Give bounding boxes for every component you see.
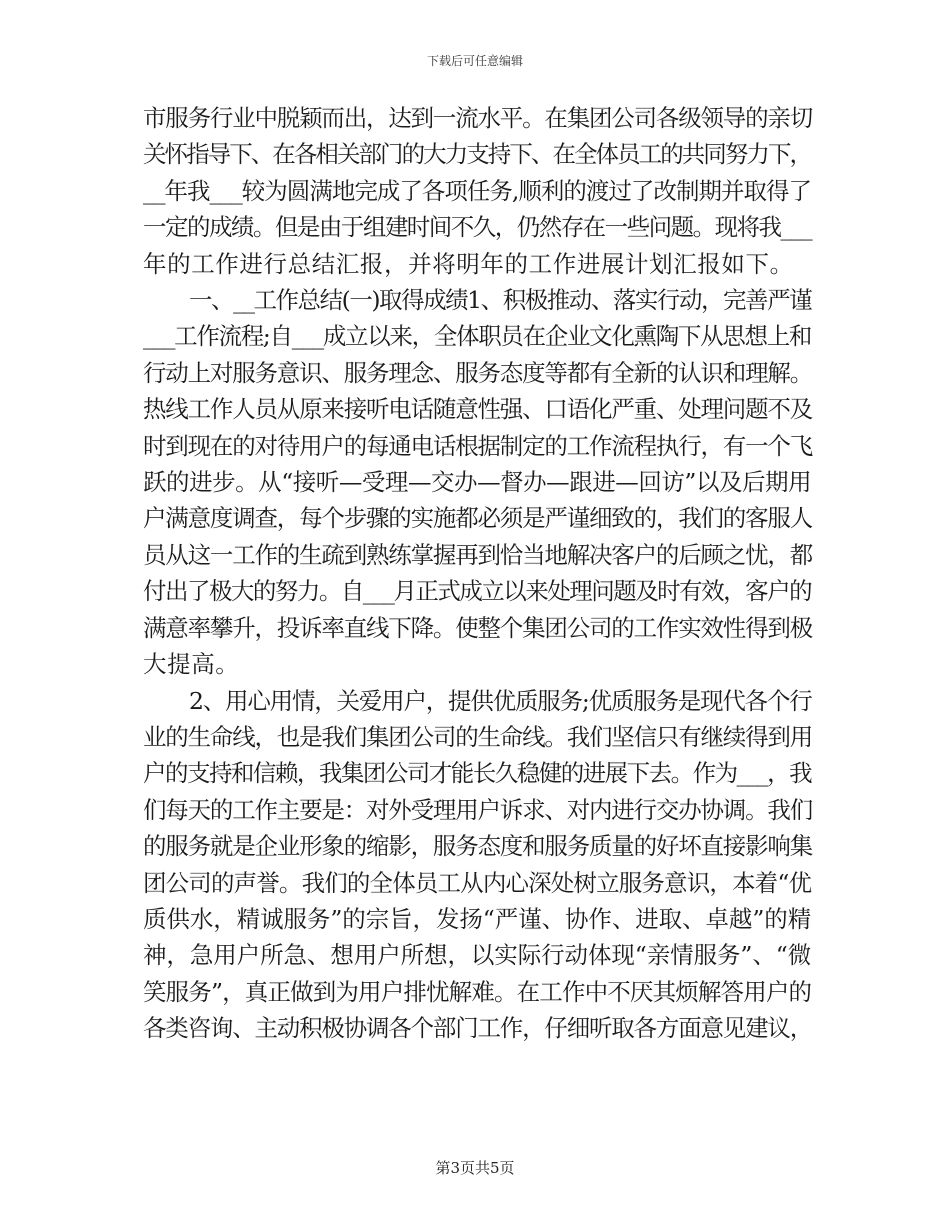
text-line: 行动上对服务意识、服务理念、服务态度等都有全新的认识和理解。 <box>143 358 812 387</box>
text-line: 一、__工作总结(一)取得成绩1、积极推动、落实行动，完善严谨 <box>189 286 811 315</box>
text-line: 们每天的工作主要是：对外受理用户诉求、对内进行交办协调。我们 <box>143 795 812 824</box>
text-line: 一定的成绩。但是由于组建时间不久，仍然存在一些问题。现将我___ <box>143 213 811 242</box>
text-line: 各类咨询、主动积极协调各个部门工作，仔细听取各方面意见建议， <box>143 1014 812 1043</box>
text-line: 员从这一工作的生疏到熟练掌握再到恰当地解决客户的后顾之忧，都 <box>143 540 812 569</box>
text-line: ___工作流程;自___成立以来，全体职员在企业文化熏陶下从思想上和 <box>143 322 811 351</box>
text-line: 2、用心用情，关爱用户，提供优质服务;优质服务是现代各个行 <box>189 686 812 715</box>
text-line: 满意率攀升，投诉率直线下降。使整个集团公司的工作实效性得到极 <box>143 613 812 642</box>
text-line: 热线工作人员从原来接听电话随意性强、口语化严重、处理问题不及 <box>143 395 812 424</box>
document-body <box>143 100 811 1047</box>
page-footer: 第3页共5页 <box>435 1159 515 1177</box>
text-line: 笑服务”，真正做到为用户排忧解难。在工作中不厌其烦解答用户的 <box>143 977 811 1006</box>
text-line: 的服务就是企业形象的缩影，服务态度和服务质量的好坏直接影响集 <box>143 832 812 861</box>
text-line: 时到现在的对待用户的每通电话根据制定的工作流程执行，有一个飞 <box>143 431 812 460</box>
page-header: 下载后可任意编辑 <box>426 54 523 68</box>
text-line: 业的生命线，也是我们集团公司的生命线。我们坚信只有继续得到用 <box>143 722 812 751</box>
text-line: 质供水，精诚服务”的宗旨，发扬“严谨、协作、进取、卓越”的精 <box>143 904 811 933</box>
text-line: 关怀指导下、在各相关部门的大力支持下、在全体员工的共同努力下， <box>143 140 811 169</box>
text-line: 户的支持和信赖，我集团公司才能长久稳健的进展下去。作为___，我 <box>143 759 811 788</box>
text-line: 户满意度调查，每个步骤的实施都必须是严谨细致的，我们的客服人 <box>143 504 812 533</box>
text-line: __年我___较为圆满地完成了各项任务,顺利的渡过了改制期并取得了 <box>143 176 811 205</box>
text-line: 跃的进步。从“接听—受理—交办—督办—跟进—回访”以及后期用 <box>143 468 811 497</box>
text-line: 神，急用户所急、想用户所想，以实际行动体现“亲情服务”、“微 <box>143 941 811 970</box>
text-line: 付出了极大的努力。自___月正式成立以来处理问题及时有效，客户的 <box>143 577 811 606</box>
text-line: 年的工作进行总结汇报，并将明年的工作进展计划汇报如下。 <box>143 249 794 278</box>
text-line: 团公司的声誉。我们的全体员工从内心深处树立服务意识，本着“优 <box>143 868 811 897</box>
text-line: 市服务行业中脱颖而出，达到一流水平。在集团公司各级领导的亲切 <box>143 104 812 132</box>
text-line: 大提高。 <box>143 650 240 679</box>
